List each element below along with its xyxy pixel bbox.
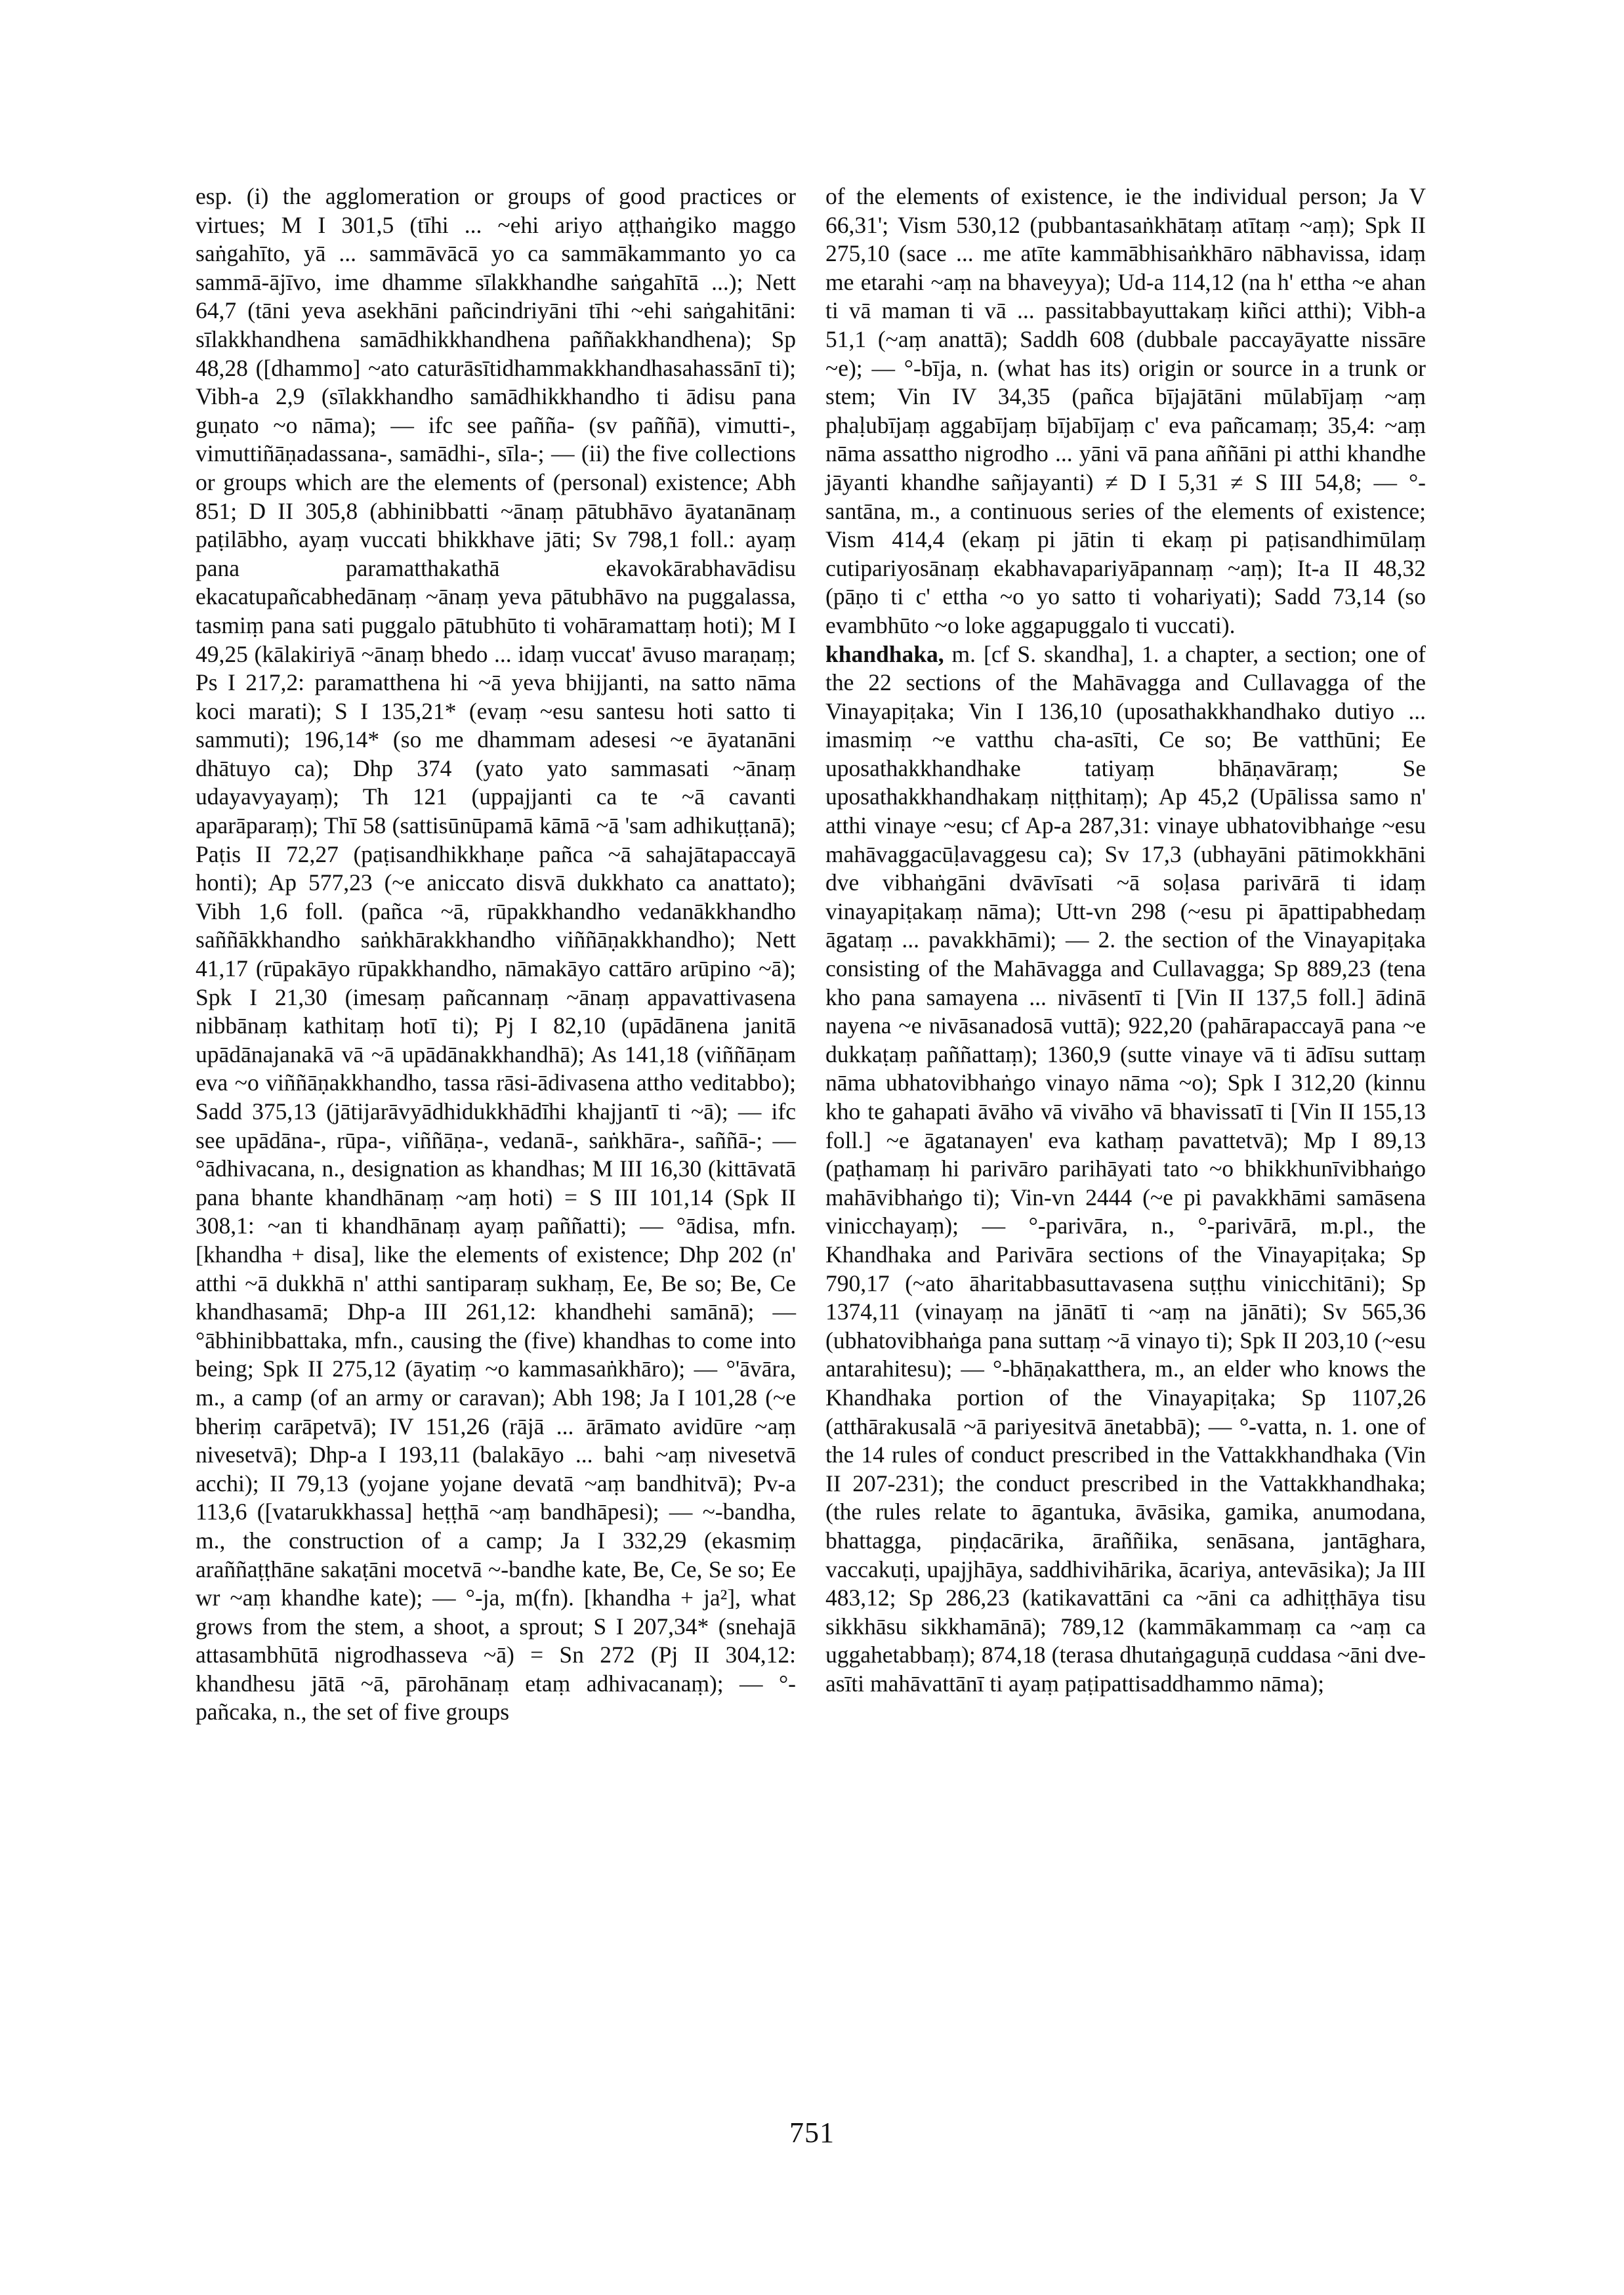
right-column-text-before: of the elements of existence, ie the individual person; Ja V 66,31'; Vism 530,12 (pubbantasaṅkhātaṃ atītaṃ ~aṃ); Spk II 275,10 (sace ... me atīte kammābhisaṅkhāro nābhavissa, idaṃ me etarahi ~aṃ na bhaveyya); Ud-a 114,12 (na h' ettha ~e ahan ti vā maman ti vā ... passitabbayuttakaṃ kiñci atthi); Vibh-a 51,1 (~aṃ anattā); Saddh 608 (dubbale paccayāyatte nissāre ~e); — °-bīja, n. (what has its) origin or source in a trunk or stem; Vin IV 34,35 (pañca bījajātāni mūlabījaṃ ~aṃ phaḷubījaṃ aggabījaṃ bījabījaṃ c' eva pañcamaṃ; 35,4: ~aṃ nāma assattho nigrodho ... yāni vā pana aññāni pi atthi khandhe jāyanti khandhe sañjayanti) ≠ D I 5,31 ≠ S III 54,8; — °-santāna, m., a continuous series of the elements of existence; Vism 414,4 (ekaṃ pi jātin ti ekaṃ pi paṭisandhimūlaṃ cutipariyosānaṃ ekabhavapariyāpannaṃ ~aṃ); It-a II 48,32 (pāṇo ti c' ettha ~o yo satto ti vohariyati); Sadd 73,14 (so evambhūto ~o loke aggapuggalo ti vuccati). — [825, 183, 1426, 638]
left-column-text: esp. (i) the agglomeration or groups of good practices or virtues; M I 301,5 (tīhi ... ~ehi ariyo aṭṭhaṅgiko maggo saṅgahīto, yā ... sammāvācā yo ca sammākammanto yo ca sammā-ājīvo, ime dhamme sīlakkhandhe saṅgahītā ...); Nett 64,7 (tāni yeva asekhāni pañcindriyāni tīhi ~ehi saṅgahitāni: sīlakkhandhena samādhikkhandhena paññakkhandhena); Sp 48,28 ([dhammo] ~ato caturāsītidhammakkhandhasahassānī ti); Vibh-a 2,9 (sīlakkhandho samādhikkhandho ti ādisu pana guṇato ~o nāma); — ifc see pañña- (sv paññā), vimutti-, vimuttiñāṇadassana-, samādhi-, sīla-; — (ii) the five collections or groups which are the elements of (personal) existence; Abh 851; D II 305,8 (abhinibbatti ~ānaṃ pātubhāvo āyatanānaṃ paṭilābho, ayaṃ vuccati bhikkhave jāti; Sv 798,1 foll.: ayaṃ pana paramatthakathā ekavokārabhavādisu ekacatupañcabhedānaṃ ~ānaṃ yeva pātubhāvo na puggalassa, tasmiṃ pana sati puggalo pātubhūto ti vohāramattaṃ hoti); M I 49,25 (kālakiriyā ~ānaṃ bhedo ... idaṃ vuccat' āvuso maraṇaṃ; Ps I 217,2: paramatthena hi ~ā yeva bhijjanti, na satto nāma koci marati); S I 135,21* (evaṃ ~esu santesu hoti satto ti sammuti); 196,14* (so me dhammam adesesi ~e āyatanāni dhātuyo ca); Dhp 374 (yato yato sammasati ~ānaṃ udayavyayaṃ); Th 121 (uppajjanti ca te ~ā cavanti aparāparaṃ); Thī 58 (sattisūnūpamā kāmā ~ā 'sam adhikuṭṭanā); Paṭis II 72,27 (paṭisandhikkhaṇe pañca ~ā sahajātapaccayā honti); Ap 577,23 (~e aniccato disvā dukkhato ca anattato); Vibh 1,6 foll. (pañca ~ā, rūpakkhandho vedanākkhandho saññākkhandho saṅkhārakkhandho viññāṇakkhandho); Nett 41,17 (rūpakāyo rūpakkhandho, nāmakāyo cattāro arūpino ~ā); Spk I 21,30 (imesaṃ pañcannaṃ ~ānaṃ appavattivasena nibbānaṃ kathitaṃ hotī ti); Pj I 82,10 (upādānena janitā upādānajanakā vā ~ā upādānakkhandhā); As 141,18 (viññāṇam eva ~o viññāṇakkhandho, tassa rāsi-ādivasena attho veditabbo); Sadd 375,13 (jātijarāvyādhidukkhādīhi khajjantī ti ~ā); — ifc see upādāna-, rūpa-, viññāṇa-, vedanā-, saṅkhāra-, saññā-; —°ādhivacana, n., designation as khandhas; M III 16,30 (kittāvatā pana bhante khandhānaṃ ~aṃ hoti) = S III 101,14 (Spk II 308,1: ~an ti khandhānaṃ ayaṃ paññatti); — °ādisa, mfn. [khandha + disa], like the elements of existence; Dhp 202 (n' atthi ~ā dukkhā n' atthi santiparaṃ sukhaṃ, Ee, Be so; Be, Ce khandhasamā; Dhp-a III 261,12: khandhehi samānā); —°ābhinibbattaka, mfn., causing the (five) khandhas to come into being; Spk II 275,12 (āyatiṃ ~o kammasaṅkhāro); — °'āvāra, m., a camp (of an army or caravan); Abh 198; Ja I 101,28 (~e bheriṃ carāpetvā); IV 151,26 (rājā ... ārāmato avidūre ~aṃ nivesetvā); Dhp-a I 193,11 (balakāyo ... bahi ~aṃ nivesetvā acchi); II 79,13 (yojane yojane devatā ~aṃ bandhitvā); Pv-a 113,6 ([vatarukkhassa] heṭṭhā ~aṃ bandhāpesi); — ~-bandha, m., the construction of a camp; Ja I 332,29 (ekasmiṃ araññaṭṭhāne sakaṭāni mocetvā ~-bandhe kate, Be, Ce, Se so; Ee wr ~aṃ khandhe kate); — °-ja, m(fn). [khandha + ja²], what grows from the stem, a shoot, a sprout; S I 207,34* (snehajā attasambhūtā nigrodhasseva ~ā) = Sn 272 (Pj II 304,12: khandhesu jātā ~ā, pārohānaṃ etaṃ adhivacanaṃ); — °-pañcaka, n., the set of five groups — [196, 183, 796, 1726]
entry-body: m. [cf S. skandha], 1. a chapter, a section; one of the 22 sections of the Mahāvagga and Cullavagga of the Vinayapiṭaka; Vin I 136,10 (uposathakkhandhako dutiyo ... imasmiṃ ~e vatthu cha-asīti, Ce so; Be vatthūni; Ee uposathakkhandhake tatiyaṃ bhāṇavāraṃ; Se uposathakkhandhakaṃ niṭṭhitaṃ); Ap 45,2 (Upālissa samo n' atthi vinaye ~esu; cf Ap-a 287,31: vinaye ubhatovibhaṅge ~esu mahāvaggacūḷavaggesu ca); Sv 17,3 (ubhayāni pātimokkhāni dve vibhaṅgāni dvāvīsati ~ā soḷasa parivārā ti idaṃ vinayapiṭakaṃ nāma); Utt-vn 298 (~esu pi āpattipabhedaṃ āgataṃ ... pavakkhāmi); — 2. the section of the Vinayapiṭaka consisting of the Mahāvagga and Cullavagga; Sp 889,23 (tena kho pana samayena ... nivāsentī ti [Vin II 137,5 foll.] ādinā nayena ~e nivāsanadosā vuttā); 922,20 (pahārapaccayā pana ~e dukkaṭaṃ paññattaṃ); 1360,9 (sutte vinaye vā ti ādīsu suttaṃ nāma ubhatovibhaṅgo vinayo nāma ~o); Spk I 312,20 (kinnu kho te gahapati āvāho vā vivāho vā bhavissatī ti [Vin II 155,13 foll.] ~e āgatanayen' eva kathaṃ pavattetvā); Mp I 89,13 (paṭhamaṃ hi parivāro parihāyati tato ~o bhikkhunīvibhaṅgo mahāvibhaṅgo ti); Vin-vn 2444 (~e pi pavakkhāmi samāsena vinicchayaṃ); — °-parivāra, n., °-parivārā, m.pl., the Khandhaka and Parivāra sections of the Vinayapiṭaka; Sp 790,17 (~ato āharitabbasuttavasena suṭṭhu vinicchitāni); Sp 1374,11 (vinayaṃ na jānātī ti ~aṃ na jānāti); Sv 565,36 (ubhatovibhaṅga pana suttaṃ ~ā vinayo ti); Spk II 203,10 (~esu antarahitesu); — °-bhāṇakatthera, m., an elder who knows the Khandhaka portion of the Vinayapiṭaka; Sp 1107,26 (atthārakusalā ~ā pariyesitvā ānetabbā); — °-vatta, n. 1. one of the 14 rules of conduct prescribed in the Vattakkhandhaka (Vin II 207-231); the conduct prescribed in the Vattakkhandhaka; (the rules relate to āgantuka, āvāsika, gamika, anumodana, bhattagga, piṇḍacārika, āraññika, senāsana, jantāghara, vaccakuṭi, upajjhāya, saddhivihārika, ācariya, antevāsika); Ja III 483,12; Sp 286,23 (katikavattāni ca ~āni ca adhiṭṭhāya tisu sikkhāsu sikkhamānā); 789,12 (kammākammaṃ ca ~aṃ ca uggahetabbaṃ); 874,18 (terasa dhutaṅgaguṇā cuddasa ~āni dve-asīti mahāvattānī ti ayaṃ paṭipattisaddhammo nāma); — [825, 640, 1426, 1697]
right-text-column — [825, 182, 1426, 1698]
page-number: 751 — [789, 2117, 835, 2149]
left-text-column — [196, 182, 796, 1727]
entry-headword: khandhaka, — [825, 640, 944, 667]
dictionary-entry-khandhaka — [825, 640, 1426, 1699]
